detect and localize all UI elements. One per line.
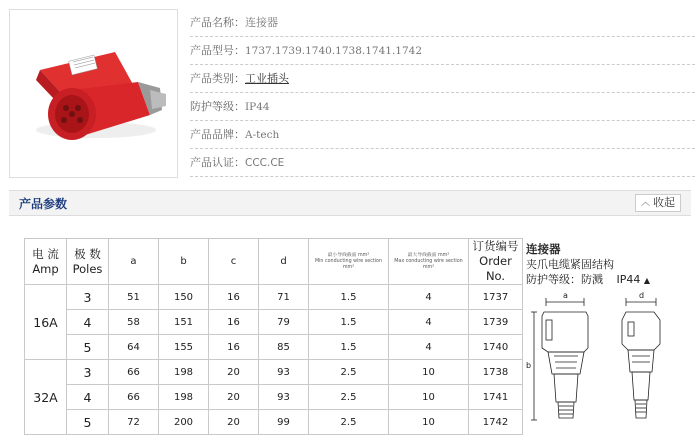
product-name-value: 连接器 <box>245 16 278 29</box>
product-protection-label: 防护等级： <box>190 100 245 113</box>
d-cell: 99 <box>259 410 309 435</box>
b-cell: 155 <box>159 335 209 360</box>
max-cell: 4 <box>389 285 469 310</box>
product-model-row <box>190 37 695 65</box>
c-cell: 20 <box>209 360 259 385</box>
product-brand-row <box>190 121 695 149</box>
min-cell: 1.5 <box>309 310 389 335</box>
poles-cell: 3 <box>67 360 109 385</box>
header-b: b <box>159 239 209 285</box>
product-name-row <box>190 9 695 37</box>
chevron-up-icon: ︿ <box>640 198 650 208</box>
a-cell: 64 <box>109 335 159 360</box>
header-min-section: 最小导线截面 mm² Min conducting wire section mm² <box>309 239 389 285</box>
poles-cell: 3 <box>67 285 109 310</box>
order-cell: 1742 <box>469 410 523 435</box>
product-brand-value: A-tech <box>245 129 280 141</box>
product-protection-row <box>190 93 695 121</box>
b-cell: 200 <box>159 410 209 435</box>
table-row <box>25 360 523 385</box>
header-d: d <box>259 239 309 285</box>
b-cell: 151 <box>159 310 209 335</box>
a-cell: 58 <box>109 310 159 335</box>
max-cell: 10 <box>389 360 469 385</box>
dimension-diagram <box>526 292 686 424</box>
params-section-bar <box>9 190 691 216</box>
product-model-label: 产品型号： <box>190 44 245 57</box>
min-cell: 2.5 <box>309 410 389 435</box>
c-cell: 16 <box>209 285 259 310</box>
header-max-section: 最大导线截面 mm² Max conducting wire section mm² <box>389 239 469 285</box>
order-cell: 1738 <box>469 360 523 385</box>
order-cell: 1739 <box>469 310 523 335</box>
b-cell: 150 <box>159 285 209 310</box>
c-cell: 20 <box>209 385 259 410</box>
product-cert-row <box>190 149 695 177</box>
collapse-button[interactable] <box>635 194 681 212</box>
d-cell: 71 <box>259 285 309 310</box>
product-category-label: 产品类别： <box>190 72 245 85</box>
product-brand-label: 产品品牌： <box>190 128 245 141</box>
b-cell: 198 <box>159 360 209 385</box>
product-category-link[interactable]: 工业插头 <box>245 72 289 85</box>
d-cell: 93 <box>259 360 309 385</box>
section-title: 产品参数 <box>19 197 68 211</box>
poles-cell: 5 <box>67 410 109 435</box>
a-cell: 51 <box>109 285 159 310</box>
b-cell: 198 <box>159 385 209 410</box>
spec-table <box>24 238 523 435</box>
table-row <box>25 410 523 435</box>
dim-a-label: a <box>563 292 568 300</box>
warning-icon: ▲ <box>643 276 651 285</box>
a-cell: 66 <box>109 360 159 385</box>
poles-cell: 4 <box>67 385 109 410</box>
d-cell: 85 <box>259 335 309 360</box>
min-cell: 1.5 <box>309 285 389 310</box>
dim-d-label: d <box>639 292 645 300</box>
side-protection: 防护等级：防溅 <box>526 273 603 286</box>
c-cell: 16 <box>209 310 259 335</box>
min-cell: 2.5 <box>309 385 389 410</box>
amp-cell: 32A <box>25 360 67 435</box>
product-info <box>190 9 695 177</box>
table-row <box>25 385 523 410</box>
product-protection-value: IP44 <box>245 101 270 113</box>
max-cell: 4 <box>389 310 469 335</box>
d-cell: 79 <box>259 310 309 335</box>
header-amp: 电 流 Amp <box>25 239 67 285</box>
side-line2 <box>526 272 686 288</box>
product-cert-label: 产品认证： <box>190 156 245 169</box>
min-cell: 1.5 <box>309 335 389 360</box>
product-model-value: 1737.1739.1740.1738.1741.1742 <box>245 45 423 57</box>
collapse-label: 收起 <box>653 196 675 209</box>
d-cell: 93 <box>259 385 309 410</box>
product-cert-value: CCC.CE <box>245 157 285 169</box>
max-cell: 4 <box>389 335 469 360</box>
header-c: c <box>209 239 259 285</box>
table-header-row <box>25 239 523 285</box>
product-name-label: 产品名称： <box>190 16 245 29</box>
table-row <box>25 310 523 335</box>
product-image <box>9 9 178 178</box>
order-cell: 1740 <box>469 335 523 360</box>
amp-cell: 16A <box>25 285 67 360</box>
a-cell: 72 <box>109 410 159 435</box>
a-cell: 66 <box>109 385 159 410</box>
c-cell: 16 <box>209 335 259 360</box>
c-cell: 20 <box>209 410 259 435</box>
header-a: a <box>109 239 159 285</box>
max-cell: 10 <box>389 385 469 410</box>
order-cell: 1737 <box>469 285 523 310</box>
table-row <box>25 285 523 310</box>
product-category-row <box>190 65 695 93</box>
header-order: 订货编号 Order No. <box>469 239 523 285</box>
order-cell: 1741 <box>469 385 523 410</box>
poles-cell: 4 <box>67 310 109 335</box>
header-poles: 极 数 Poles <box>67 239 109 285</box>
poles-cell: 5 <box>67 335 109 360</box>
side-title: 连接器 <box>526 242 561 256</box>
dim-b-label: b <box>526 361 532 370</box>
side-info <box>526 242 686 288</box>
spec-area <box>24 238 690 428</box>
max-cell: 10 <box>389 410 469 435</box>
table-row <box>25 335 523 360</box>
min-cell: 2.5 <box>309 360 389 385</box>
side-line1: 夹爪电缆紧固结构 <box>526 258 614 271</box>
side-ip: IP44 <box>616 273 641 286</box>
